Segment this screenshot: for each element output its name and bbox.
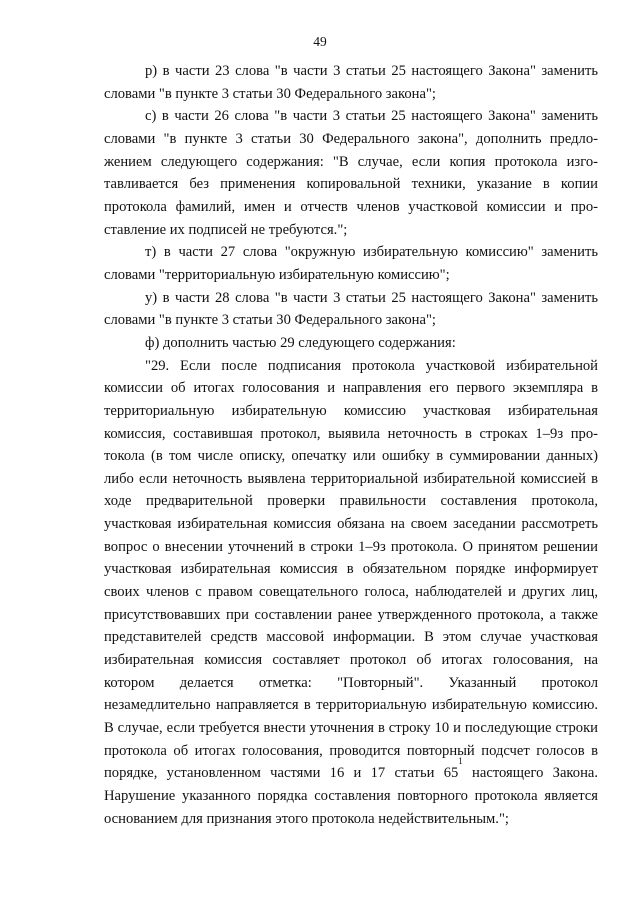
paragraph-item-r: р) в части 23 слова "в части 3 статьи 25 настоящего Закона" заменить словами "в пункте 3 статьи 30 Федерального закона";	[104, 63, 598, 102]
page-number: 49	[313, 34, 327, 49]
paragraph-item-t: т) в части 27 слова "окружную избирательную комиссию" заменить словами "территориальную избирательную комиссию";	[104, 244, 598, 283]
part-29-text-before-superscript: "29. Если после подписания протокола участковой избирательной комиссии об итогах голосования и направления его первого экземпляра в территориальную избирательную комиссию участковая избирательная комиссия, составившая протокол, выявила неточность в строках 1–9з протокола (в том числе описку, опечатку или ошибку в суммировании данных) либо если неточность выявлена территориальной избирательной комиссией в ходе предварительной проверки правильности составления протокола, участковая избирательная комиссия обязана на своем заседании рассмотреть вопрос о внесении уточнений в строки 1–9з протокола. О принятом решении участковая избирательная комиссия в обязательном порядке информирует своих членов с правом совещательного голоса, наблюдателей и других лиц, присутствовавших при составлении ранее утвержденного протокола, а также представителей средств массовой информации. В этом случае участковая избирательная комиссия составляет протокол об итогах голосования, на котором делается отметка: "Повторный". Указанный протокол незамедлительно направляется в территориальную избирательную комиссию. В случае, если требуется внести уточнения в строку 10 и последующие строки протокола об итогах голосования, проводится повторный подсчет голосов в порядке, установленном частями 16 и 17 статьи 65	[104, 357, 598, 782]
document-body	[104, 60, 598, 830]
article-superscript: 1	[458, 756, 463, 767]
part-29-text-after-superscript: настоящего Закона. Нарушение указанного порядка составления повторного протокола является основанием для признания этого протокола недействительным.";	[104, 765, 599, 827]
quoted-part-29	[104, 355, 598, 831]
paragraph-item-s: с) в части 26 слова "в части 3 статьи 25 настоящего Закона" заменить словами "в пункте 3 статьи 30 Федерального закона", дополнить предложением следующего содержания: "В случае, если копия протокола изготавливается без применения копировальной техники, указание в копии протокола фамилий, имен и отчеств членов участковой комиссии и проставление их подписей не требуются.";	[104, 108, 598, 238]
paragraph-item-u: у) в части 28 слова "в части 3 статьи 25 настоящего Закона" заменить словами "в пункте 3 статьи 30 Федерального закона";	[104, 289, 598, 329]
paragraph-item-f: ф) дополнить частью 29 следующего содержания:	[145, 334, 456, 351]
